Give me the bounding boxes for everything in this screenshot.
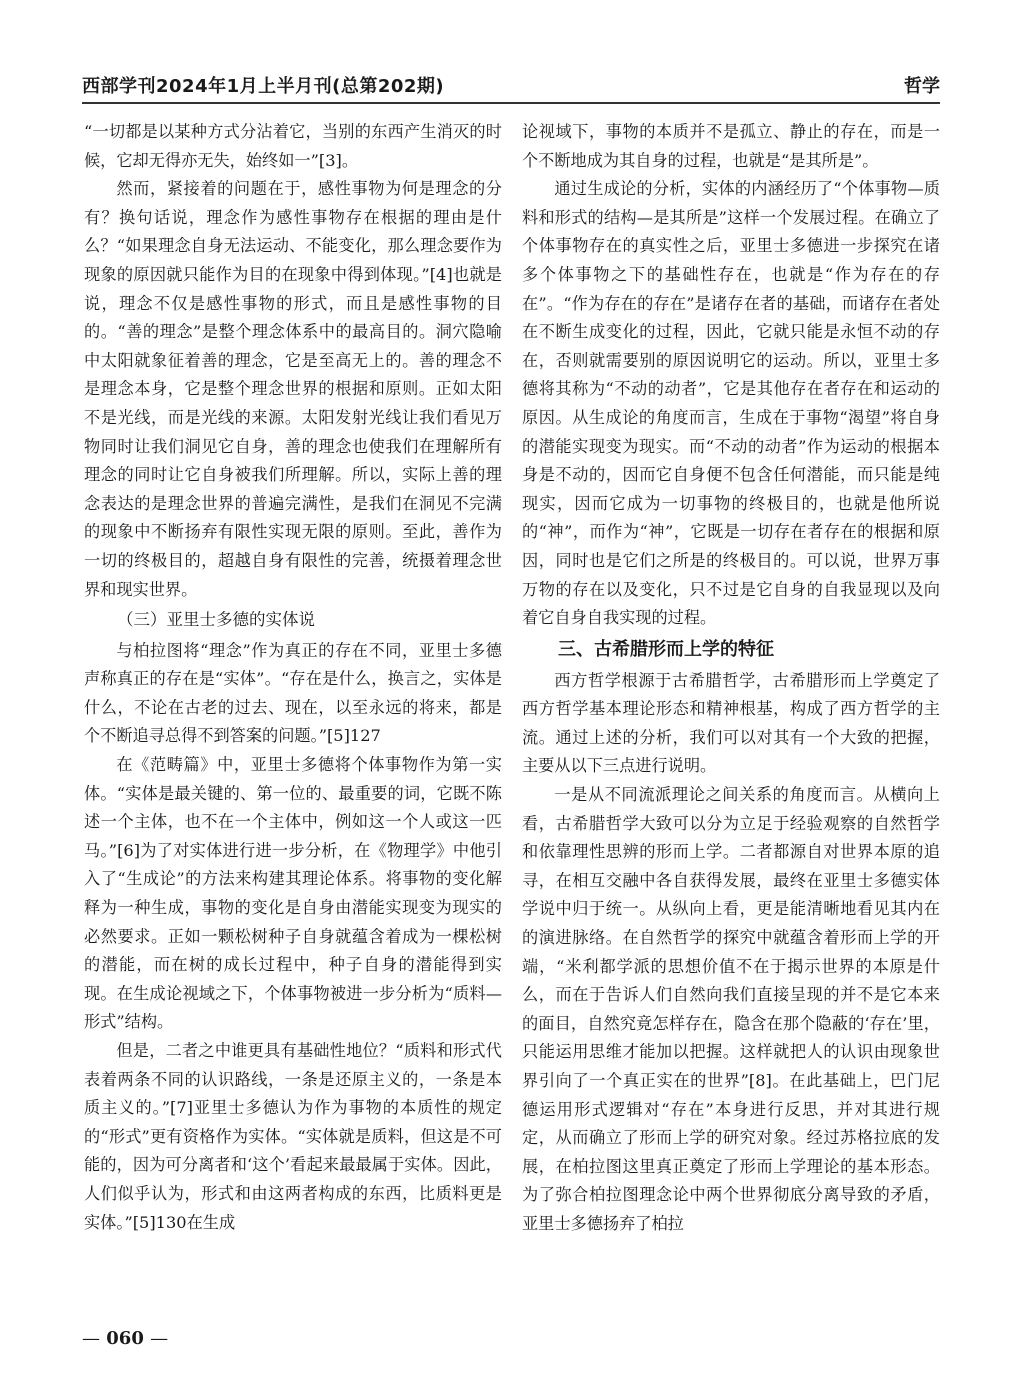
section-heading: 三、古希腊形而上学的特征 [558, 638, 774, 660]
section-label: 哲学 [904, 76, 940, 97]
paragraph: 论视域下，事物的本质并不是孤立、静止的存在，而是一个不断地成为其自身的过程，也就是“是其所是”。 [522, 122, 940, 170]
paragraph: 与柏拉图将“理念”作为真正的存在不同，亚里士多德声称真正的存在是“实体”。“存在是什么，换言之，实体是什么，不论在古老的过去、现在，以至永远的将来，都是个不断追寻总得不到答案的问题。”[5]127 [84, 640, 502, 746]
right-column [522, 118, 940, 1239]
subsection-heading: （三）亚里士多德的实体说 [117, 610, 315, 630]
paragraph: 然而，紧接着的问题在于，感性事物为何是理念的分有？换句话说，理念作为感性事物存在根据的理由是什么？“如果理念自身无法运动、不能变化，那么理念要作为现象的原因就只能作为目的在现象中得到体现。”[4]也就是说，理念不仅是感性事物的形式，而且是感性事物的目的。“善的理念”是整个理念体系中的最高目的。洞穴隐喻中太阳就象征着善的理念，它是至高无上的。善的理念不是理念本身，它是整个理念世界的根据和原则。正如太阳不是光线，而是光线的来源。太阳发射光线让我们看见万物同时让我们洞见它自身，善的理念也使我们在理解所有理念的同时让它自身被我们所理解。所以，实际上善的理念表达的是理念世界的普遍完满性，是我们在洞见不完满的现象中不断扬弃有限性实现无限的原则。至此，善作为一切的终极目的，超越自身有限性的完善，统摄着理念世界和现实世界。 [84, 179, 502, 599]
paragraph: 通过生成论的分析，实体的内涵经历了“个体事物—质料和形式的结构—是其所是”这样一个发展过程。在确立了个体事物存在的真实性之后，亚里士多德进一步探究在诸多个体事物之下的基础性存在，也就是“作为存在的存在”。“作为存在的存在”是诸存在者的基础，而诸存在者处在不断生成变化的过程，因此，它就只能是永恒不动的存在，否则就需要别的原因说明它的运动。所以，亚里士多德将其称为“不动的动者”，它是其他存在者存在和运动的原因。从生成论的角度而言，生成在于事物“渴望”将自身的潜能实现变为现实。而“不动的动者”作为运动的根据本身是不动的，因而它自身便不包含任何潜能，而只能是纯现实，因而它成为一切事物的终极目的，也就是他所说的“神”，而作为“神”，它既是一切存在者存在的根据和原因，同时也是它们之所是的终极目的。可以说，世界万事万物的存在以及变化，只不过是它自身的自我显现以及向着它自身自我实现的过程。 [522, 179, 940, 628]
footer-dash: — [150, 1328, 169, 1349]
paragraph: “一切都是以某种方式分沾着它，当别的东西产生消灭的时候，它却无得亦无失，始终如一”[3]。 [84, 122, 502, 170]
footer-dash: — [82, 1328, 100, 1349]
paragraph: 西方哲学根源于古希腊哲学，古希腊形而上学奠定了西方哲学基本理论形态和精神根基，构成了西方哲学的主流。通过上述的分析，我们可以对其有一个大致的把握，主要从以下三点进行说明。 [522, 670, 940, 776]
running-header [82, 68, 940, 104]
page-footer [82, 1328, 168, 1349]
paragraph: 在《范畴篇》中，亚里士多德将个体事物作为第一实体。“实体是最关键的、第一位的、最重要的词，它既不陈述一个主体，也不在一个主体中，例如这一个人或这一匹马。”[6]为了对实体进行进一步分析，在《物理学》中他引入了“生成论”的方法来构建其理论体系。将事物的变化解释为一种生成，事物的变化是自身由潜能实现变为现实的必然要求。正如一颗松树种子自身就蕴含着成为一棵松树的潜能，而在树的成长过程中，种子自身的潜能得到实现。在生成论视域之下，个体事物被进一步分析为“质料—形式”结构。 [84, 755, 502, 1032]
paragraph: 一是从不同流派理论之间关系的角度而言。从横向上看，古希腊哲学大致可以分为立足于经验观察的自然哲学和依靠理性思辨的形而上学。二者都源自对世界本原的追寻，在相互交融中各自获得发展，最终在亚里士多德实体学说中归于统一。从纵向上看，更是能清晰地看见其内在的演进脉络。在自然哲学的探究中就蕴含着形而上学的开端，“米利都学派的思想价值不在于揭示世界的本原是什么，而在于告诉人们自然向我们直接呈现的并不是它本来的面目，自然究竟怎样存在，隐含在那个隐蔽的‘存在’里，只能运用思维才能加以把握。这样就把人的认识由现象世界引向了一个真正实在的世界”[8]。在此基础上，巴门尼德运用形式逻辑对“存在”本身进行反思，并对其进行规定，从而确立了形而上学的研究对象。经过苏格拉底的发展，在柏拉图这里真正奠定了形而上学理论的基本形态。为了弥合柏拉图理念论中两个世界彻底分离导致的矛盾，亚里士多德扬弃了柏拉 [522, 785, 940, 1233]
left-column [84, 118, 502, 1237]
journal-title: 西部学刊2024年1月上半月刊(总第202期) [82, 76, 445, 97]
page-number: 060 [106, 1328, 144, 1349]
paragraph: 但是，二者之中谁更具有基础性地位？“质料和形式代表着两条不同的认识路线，一条是还原主义的，一条是本质主义的。”[7]亚里士多德认为作为事物的本质性的规定的“形式”更有资格作为实体。“实体就是质料，但这是不可能的，因为可分离者和‘这个’看起来最最属于实体。因此，人们似乎认为，形式和由这两者构成的东西，比质料更是实体。”[5]130在生成 [84, 1041, 502, 1232]
